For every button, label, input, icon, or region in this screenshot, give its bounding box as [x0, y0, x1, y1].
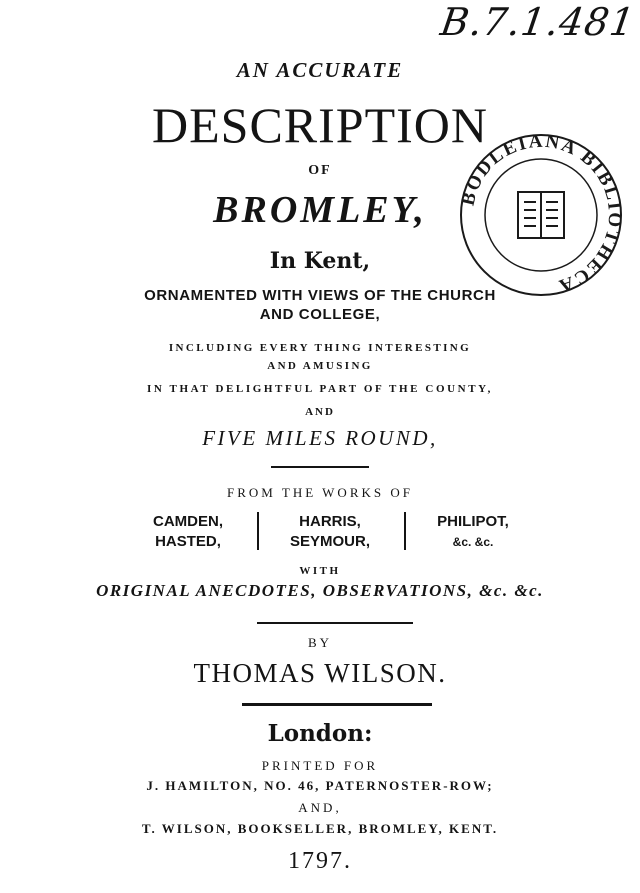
divider-rule-1 — [271, 466, 369, 468]
bodleian-library-stamp — [456, 130, 626, 300]
imprint-printed-for: PRINTED FOR — [261, 758, 379, 773]
title-line-in-kent: In Kent, — [269, 248, 371, 274]
divider-rule-2 — [257, 622, 413, 624]
divider-rule-3 — [242, 703, 432, 706]
works-heading: FROM THE WORKS OF — [227, 485, 413, 500]
subtitle-line-ornamented: ORNAMENTED WITH VIEWS OF THE CHURCH — [144, 287, 496, 304]
imprint-and: AND, — [298, 800, 342, 815]
stamp-book-emblem — [518, 192, 564, 238]
works-column-1 — [128, 512, 248, 552]
line-by: BY — [307, 635, 333, 650]
subtitle-line-amusing: AND AMUSING — [267, 360, 373, 372]
works-author: &c. &c. — [452, 535, 494, 549]
subtitle-line-and: AND — [305, 406, 335, 418]
title-line-an-accurate: AN ACCURATE — [236, 58, 404, 82]
line-with: WITH — [299, 565, 341, 577]
handwritten-shelfmark: B.7.1.481 — [437, 0, 639, 44]
imprint-place: London: — [267, 720, 373, 747]
subtitle-line-that: IN THAT DELIGHTFUL PART OF THE COUNTY, — [146, 383, 494, 395]
subtitle-line-including: INCLUDING EVERY THING INTERESTING — [168, 342, 472, 354]
title-line-bromley: BROMLEY, — [213, 189, 427, 231]
imprint-wilson: T. WILSON, BOOKSELLER, BROMLEY, KENT. — [141, 821, 499, 836]
works-column-3 — [418, 512, 528, 552]
subtitle-line-college: AND COLLEGE, — [259, 306, 381, 323]
works-author: PHILIPOT, — [437, 513, 509, 530]
title-line-of: OF — [308, 163, 332, 178]
subtitle-line-five-miles: FIVE MILES ROUND, — [202, 426, 438, 450]
works-author: HASTED, — [155, 533, 221, 550]
imprint-year: 1797. — [288, 848, 352, 874]
imprint-hamilton: J. HAMILTON, NO. 46, PATERNOSTER-ROW; — [146, 778, 494, 793]
works-author: HARRIS, — [299, 513, 361, 530]
stamp-text: BODLEIANA BIBLIOTHECA — [457, 130, 626, 297]
title-line-description: DESCRIPTION — [151, 97, 489, 153]
works-author: CAMDEN, — [153, 513, 223, 530]
works-column-2 — [266, 512, 394, 552]
line-original-anecdotes: ORIGINAL ANECDOTES, OBSERVATIONS, &c. &c. — [96, 581, 544, 600]
works-author: SEYMOUR, — [289, 533, 370, 550]
column-divider-1 — [257, 512, 259, 550]
author-name: THOMAS WILSON. — [193, 658, 447, 688]
column-divider-2 — [404, 512, 406, 550]
